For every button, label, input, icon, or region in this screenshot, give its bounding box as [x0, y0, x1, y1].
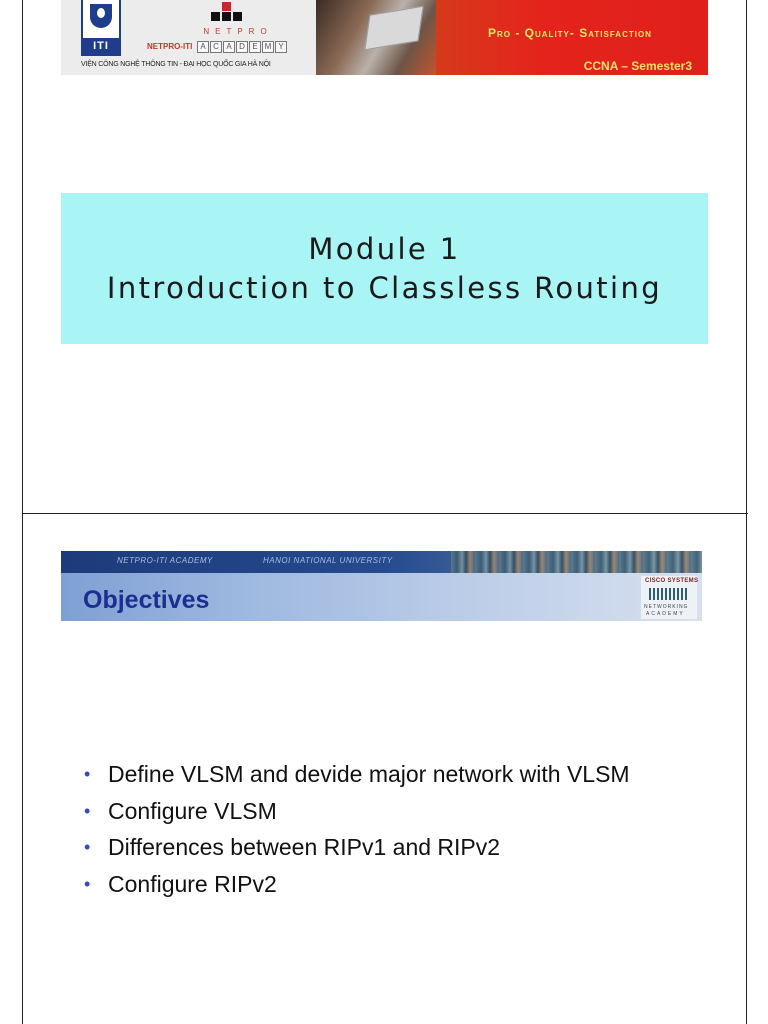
- banner-slogan: Pro - Quality- Satisfaction: [488, 26, 652, 40]
- objectives-list: [84, 756, 630, 902]
- netpro-mark-icon: [207, 0, 247, 24]
- academy-letter: D: [236, 41, 248, 53]
- slide-divider: [22, 513, 748, 514]
- objectives-title: Objectives: [83, 586, 210, 614]
- module-title-box: [61, 193, 708, 344]
- cisco-academy-logo: [641, 576, 697, 619]
- cisco-bridge-icon: [649, 588, 689, 600]
- cisco-academy-text: ACADEMY: [646, 611, 685, 617]
- academy-letter: Y: [275, 41, 287, 53]
- list-item-text: Configure RIPv2: [108, 870, 277, 897]
- banner-red-panel: [436, 0, 708, 75]
- module-title-line1: Module 1: [308, 231, 461, 266]
- bullet-dot-icon: •: [84, 837, 91, 857]
- bullet-dot-icon: •: [84, 873, 91, 894]
- iti-logo: [81, 0, 121, 56]
- bullet-dot-icon: •: [84, 764, 91, 784]
- academy-letter: M: [262, 41, 274, 53]
- bullet-dot-icon: •: [84, 800, 91, 821]
- list-item-text: Configure VLSM: [108, 797, 277, 824]
- academy-letter: A: [197, 41, 209, 53]
- banner-course: CCNA – Semester3: [583, 59, 692, 73]
- objectives-header: [61, 551, 702, 621]
- list-item: [84, 793, 630, 830]
- list-item: [84, 866, 630, 903]
- banner-logo-area: [61, 0, 316, 75]
- header-top-bar: [61, 551, 702, 573]
- banner-photo: [316, 0, 436, 75]
- module-title-line2: Introduction to Classless Routing: [106, 270, 663, 305]
- list-item: [84, 756, 630, 793]
- cisco-networking-text: NETWORKING: [644, 604, 689, 610]
- institute-line: VIỆN CÔNG NGHỆ THÔNG TIN - ĐẠI HỌC QUỐC GIA HÀ NỘI: [81, 61, 271, 68]
- header-academy-label: NETPRO-ITI ACADEMY: [117, 556, 213, 565]
- laptop-image: [364, 6, 423, 50]
- iti-emblem-icon: [90, 4, 112, 28]
- slide1-banner: [61, 0, 708, 75]
- netpro-wordmark: NETPRO: [203, 27, 273, 36]
- netpro-iti-label: NETPRO-ITI: [147, 42, 193, 51]
- academy-letter: C: [210, 41, 222, 53]
- header-photo-strip: [451, 551, 702, 573]
- academy-letter: E: [249, 41, 261, 53]
- header-main-bar: [61, 573, 702, 621]
- academy-letter-boxes: [197, 41, 287, 53]
- cisco-systems-text: CISCO SYSTEMS: [645, 578, 699, 584]
- list-item: [84, 829, 630, 866]
- iti-logo-text: ITI: [83, 38, 119, 54]
- list-item-text: Differences between RIPv1 and RIPv2: [108, 834, 501, 860]
- list-item-text: Define VLSM and devide major network with VLSM: [108, 761, 630, 787]
- academy-letter: A: [223, 41, 235, 53]
- header-university-label: HANOI NATIONAL UNIVERSITY: [263, 556, 393, 565]
